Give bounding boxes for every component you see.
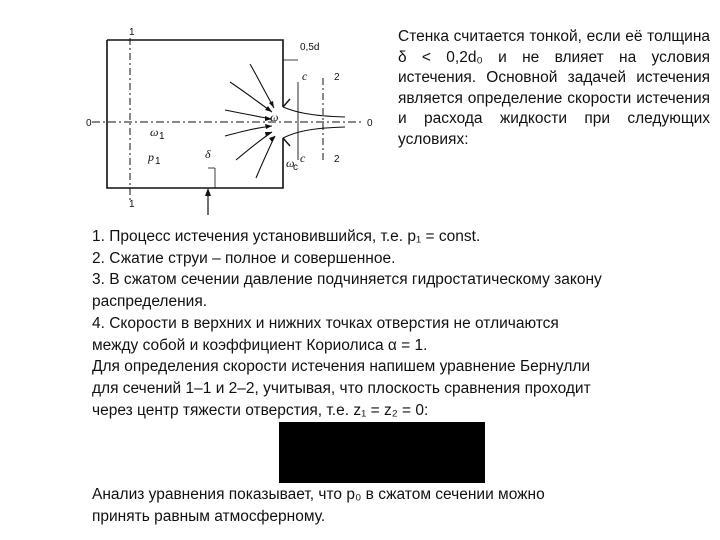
intro-line: условиях: xyxy=(398,130,469,148)
orifice-edge-top xyxy=(283,99,290,107)
label-omega-c-sub: c xyxy=(293,162,298,173)
label-omega: ω xyxy=(270,110,279,124)
label-omega1-sub: 1 xyxy=(159,131,165,142)
condition-line: 3. В сжатом сечении давление подчиняется гидростатическому закону xyxy=(92,271,602,289)
delta-arrowhead xyxy=(205,188,211,196)
label-section2-bottom: 2 xyxy=(334,154,340,165)
label-p1-sub: 1 xyxy=(155,156,161,167)
streamlines xyxy=(225,64,275,178)
intro-line: определение скорости истечения и xyxy=(398,89,710,127)
label-section1-top: 1 xyxy=(129,27,135,38)
jet-lower xyxy=(283,127,345,138)
jet-upper xyxy=(283,107,345,117)
label-omega1: ω xyxy=(150,125,159,139)
conclusion-line: Анализ уравнения показывает, что p₀ в сжатом сечении можно xyxy=(92,486,545,503)
condition-line: 1. Процесс истечения установившийся, т.е. p₁ = const. xyxy=(92,228,481,245)
conditions-paragraph xyxy=(92,226,704,421)
condition-line: Для определения скорости истечения напишем уравнение Бернулли xyxy=(92,358,591,376)
intro-line: Стенка считается тонкой, если её xyxy=(398,28,643,45)
orifice-diagram xyxy=(0,0,390,215)
label-delta: δ xyxy=(205,147,211,161)
equation-image xyxy=(279,422,485,483)
label-axis-right: 0 xyxy=(367,118,373,129)
label-p1: p xyxy=(148,150,154,164)
intro-line: расхода жидкости при следующих xyxy=(424,110,710,127)
label-omega-c: ω xyxy=(286,156,295,170)
intro-line: задачей истечения является xyxy=(398,69,710,107)
condition-line: для сечений 1–1 и 2–2, учитывая, что плоскость сравнения проходит xyxy=(92,379,591,397)
tank-wall-top xyxy=(107,40,283,107)
condition-line: 4. Скорости в верхних и нижних точках отверстия не отличаются xyxy=(92,314,559,332)
condition-line: через центр тяжести отверстия, т.е. z₁ = z₂ = 0: xyxy=(92,401,429,419)
label-c-bottom: c xyxy=(300,151,306,165)
conclusion-line: принять равным атмосферному. xyxy=(92,507,326,525)
label-axis-left: 0 xyxy=(86,118,92,129)
condition-line: 2. Сжатие струи – полное и совершенное. xyxy=(92,249,396,267)
intro-line: толщина δ < 0,2d₀ и не влияет на xyxy=(398,28,710,66)
conclusion-paragraph xyxy=(92,484,704,527)
label-section2-top: 2 xyxy=(334,72,340,83)
condition-line: распределения. xyxy=(92,293,208,311)
intro-paragraph xyxy=(398,27,710,150)
tank-wall xyxy=(107,40,283,188)
label-hole-dim: 0,5d xyxy=(300,42,320,53)
condition-line: между собой и коэффициент Кориолиса α = 1. xyxy=(92,336,428,354)
label-section1-bottom: 1 xyxy=(129,199,135,210)
orifice-edge-bottom xyxy=(283,138,290,146)
intro-line: условия истечения. Основной xyxy=(398,48,710,86)
label-c-top: c xyxy=(302,69,308,83)
